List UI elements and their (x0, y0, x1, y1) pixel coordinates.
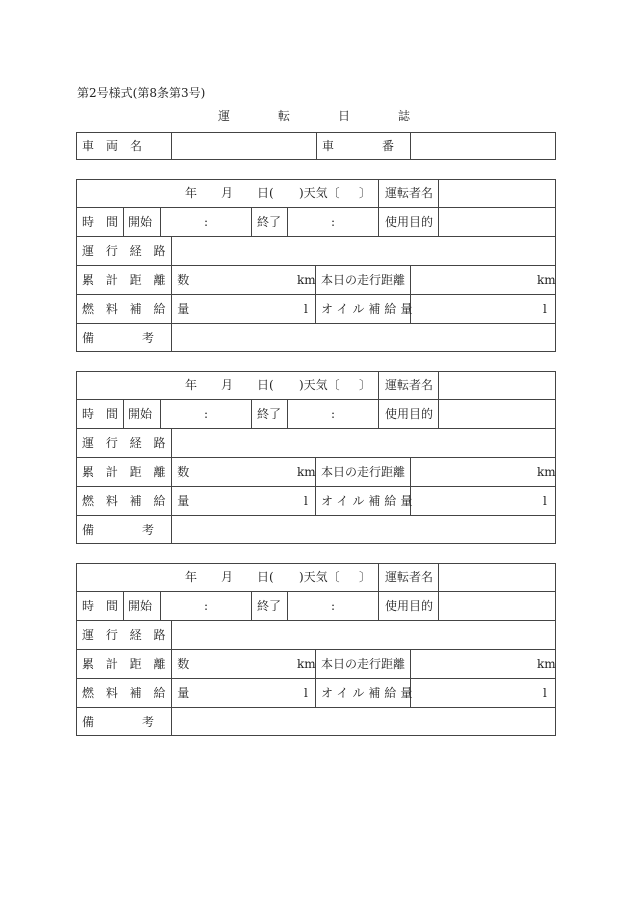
log-entry-2 (76, 371, 556, 544)
purpose-field[interactable] (439, 208, 555, 235)
vehicle-number-label: 車 番 (322, 139, 395, 153)
weather-label: )天気〔 (299, 378, 340, 392)
driver-label: 運転者名 (385, 378, 434, 392)
start-colon: : (204, 407, 209, 421)
start-colon: : (204, 599, 209, 613)
route-field[interactable] (172, 621, 555, 648)
remarks-field[interactable] (172, 516, 555, 543)
purpose-label: 使用目的 (385, 599, 434, 613)
fuel-label: 燃 料 補 給 量 (82, 686, 194, 700)
cumulative-unit: km (297, 657, 316, 671)
start-label: 開始 (128, 407, 153, 421)
weather-label: )天気〔 (299, 186, 340, 200)
month-label: 月 (221, 378, 234, 392)
today-distance-unit: km (537, 273, 556, 287)
route-field[interactable] (172, 429, 555, 456)
cumulative-label: 累 計 距 離 数 (82, 657, 194, 671)
weather-label: )天気〔 (299, 570, 340, 584)
driver-field[interactable] (439, 372, 555, 398)
remarks-field[interactable] (172, 324, 555, 351)
fuel-label: 燃 料 補 給 量 (82, 494, 194, 508)
driver-label: 運転者名 (385, 186, 434, 200)
weather-close: 〕 (359, 570, 372, 584)
today-distance-label: 本日の走行距離 (321, 273, 406, 287)
cumulative-unit: km (297, 273, 316, 287)
oil-unit: l (543, 494, 547, 508)
cumulative-unit: km (297, 465, 316, 479)
route-field[interactable] (172, 237, 555, 264)
year-label: 年 (185, 186, 198, 200)
log-entry-3 (76, 563, 556, 736)
end-label: 終了 (257, 407, 282, 421)
fuel-label: 燃 料 補 給 量 (82, 302, 194, 316)
fuel-unit: l (304, 494, 308, 508)
purpose-field[interactable] (439, 400, 555, 427)
driver-label: 運転者名 (385, 570, 434, 584)
start-colon: : (204, 215, 209, 229)
page-title: 運 転 日 誌 (218, 109, 411, 123)
driver-field[interactable] (439, 180, 555, 206)
remarks-label: 備 考 (82, 331, 155, 345)
time-label: 時 間 (82, 407, 119, 421)
fuel-unit: l (304, 302, 308, 316)
vehicle-name-label: 車 両 名 (82, 139, 143, 153)
start-label: 開始 (128, 215, 153, 229)
log-entry-1 (76, 179, 556, 352)
route-label: 運 行 経 路 (82, 628, 170, 642)
route-label: 運 行 経 路 (82, 436, 170, 450)
start-label: 開始 (128, 599, 153, 613)
purpose-label: 使用目的 (385, 407, 434, 421)
oil-label: オイル補給量 (321, 302, 417, 316)
cumulative-label: 累 計 距 離 数 (82, 273, 194, 287)
day-label: 日( (257, 186, 274, 200)
oil-label: オイル補給量 (321, 494, 417, 508)
oil-unit: l (543, 686, 547, 700)
month-label: 月 (221, 186, 234, 200)
form-number: 第2号様式(第8条第3号) (77, 86, 206, 100)
time-label: 時 間 (82, 599, 119, 613)
end-colon: : (331, 599, 336, 613)
remarks-label: 備 考 (82, 523, 155, 537)
vehicle-name-field[interactable] (172, 133, 315, 159)
end-colon: : (331, 407, 336, 421)
oil-unit: l (543, 302, 547, 316)
year-label: 年 (185, 570, 198, 584)
end-label: 終了 (257, 599, 282, 613)
fuel-unit: l (304, 686, 308, 700)
weather-close: 〕 (359, 186, 372, 200)
day-label: 日( (257, 378, 274, 392)
cumulative-label: 累 計 距 離 数 (82, 465, 194, 479)
purpose-field[interactable] (439, 592, 555, 619)
purpose-label: 使用目的 (385, 215, 434, 229)
remarks-label: 備 考 (82, 715, 155, 729)
time-label: 時 間 (82, 215, 119, 229)
weather-close: 〕 (359, 378, 372, 392)
today-distance-label: 本日の走行距離 (321, 465, 406, 479)
end-colon: : (331, 215, 336, 229)
end-label: 終了 (257, 215, 282, 229)
today-distance-unit: km (537, 657, 556, 671)
oil-label: オイル補給量 (321, 686, 417, 700)
route-label: 運 行 経 路 (82, 244, 170, 258)
month-label: 月 (221, 570, 234, 584)
year-label: 年 (185, 378, 198, 392)
remarks-field[interactable] (172, 708, 555, 735)
day-label: 日( (257, 570, 274, 584)
driver-field[interactable] (439, 564, 555, 590)
today-distance-unit: km (537, 465, 556, 479)
vehicle-number-field[interactable] (411, 133, 555, 159)
today-distance-label: 本日の走行距離 (321, 657, 406, 671)
